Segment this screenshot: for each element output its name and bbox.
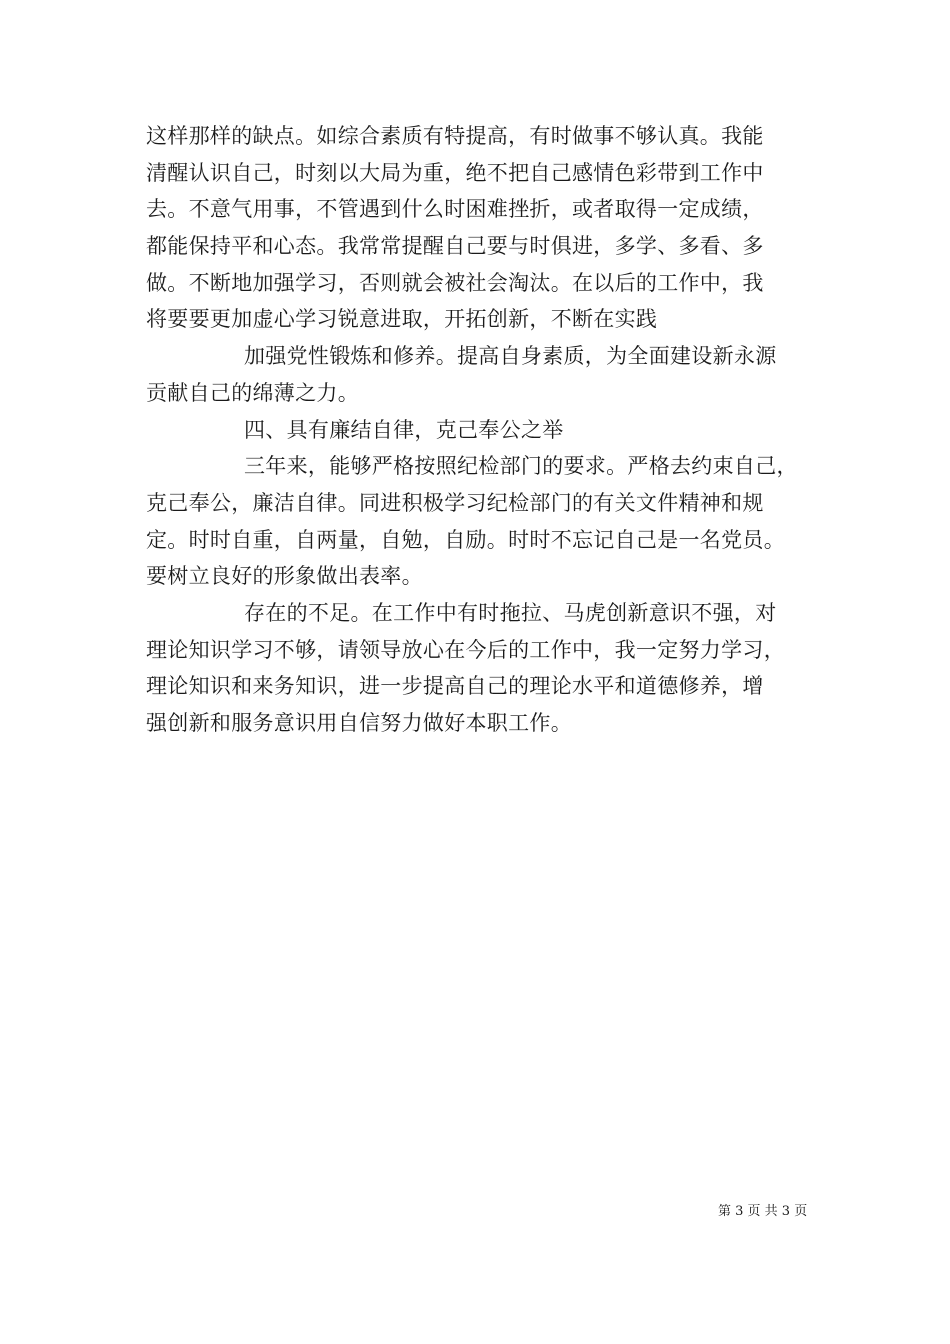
body-text	[146, 118, 816, 742]
text-line: 这样那样的缺点。如综合素质有特提高，有时做事不够认真。我能	[146, 124, 764, 148]
text-line: 定。时时自重，自两量，自勉，自励。时时不忘记自己是一名党员。	[146, 527, 785, 552]
page-number-footer: 第 3 页 共 3 页	[718, 1204, 808, 1219]
text-line: 存在的不足。在工作中有时拖拉、马虎创新意识不强，对	[244, 600, 777, 625]
text-line: 将要要更加虚心学习锐意进取，开拓创新，不断在实践	[146, 307, 658, 332]
text-line: 克己奉公，廉洁自律。同进积极学习纪检部门的有关文件精神和规	[146, 490, 764, 515]
section-heading: 四、具有廉结自律，克己奉公之举	[244, 417, 564, 442]
text-line: 强创新和服务意识用自信努力做好本职工作。	[146, 711, 572, 735]
text-line: 理论知识学习不够，请领导放心在今后的工作中，我一定努力学习，	[146, 637, 785, 662]
text-line: 贡献自己的绵薄之力。	[146, 380, 359, 405]
text-line: 都能保持平和心态。我常常提醒自己要与时俱进，多学、多看、多	[146, 234, 764, 259]
text-line: 去。不意气用事，不管遇到什么时困难挫折，或者取得一定成绩，	[146, 197, 764, 222]
text-line: 三年来，能够严格按照纪检部门的要求。严格去约束自己，	[244, 454, 798, 479]
text-line: 清醒认识自己，时刻以大局为重，绝不把自己感情色彩带到工作中	[146, 160, 764, 185]
text-line: 理论知识和来务知识，进一步提高自己的理论水平和道德修养，增	[146, 674, 764, 699]
text-line: 要树立良好的形象做出表率。	[146, 564, 423, 589]
text-line: 加强党性锻炼和修养。提高自身素质，为全面建设新永源	[244, 344, 777, 369]
text-line: 做。不断地加强学习，否则就会被社会淘汰。在以后的工作中，我	[146, 270, 764, 295]
